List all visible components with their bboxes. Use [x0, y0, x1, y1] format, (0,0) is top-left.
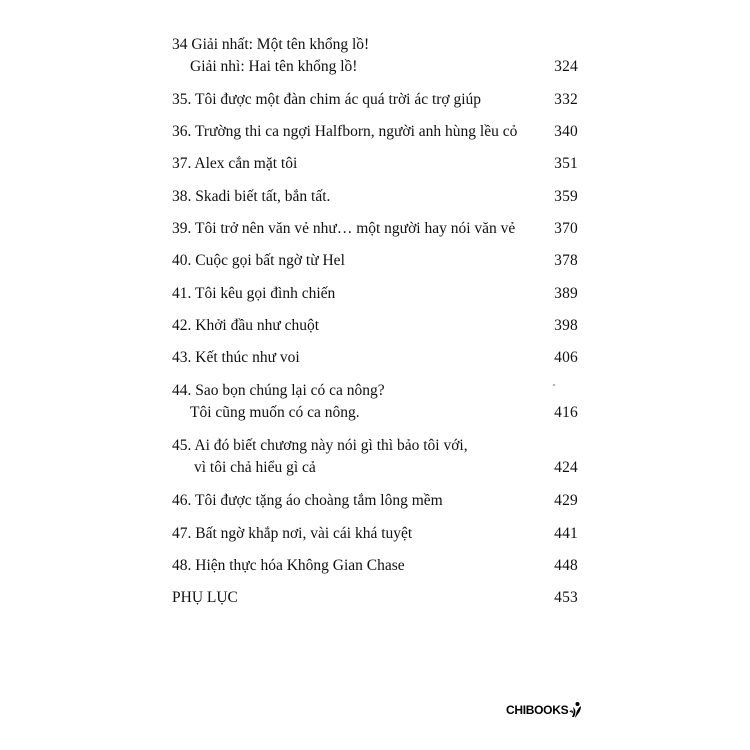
toc-entry-title: 40. Cuộc gọi bất ngờ từ Hel: [172, 252, 345, 269]
toc-entry-page: 453: [554, 589, 578, 606]
toc-entry-44: [172, 380, 578, 424]
toc-entry-page: 378: [554, 252, 578, 269]
toc-entry-48: [172, 555, 578, 577]
toc-entry-46: [172, 490, 578, 512]
toc-entry-title: 42. Khởi đầu như chuột: [172, 317, 320, 334]
toc-entry-34: [172, 34, 578, 78]
print-speck: [553, 384, 555, 386]
toc-entry-page: 441: [554, 525, 578, 542]
toc-entry-title: 34 Giải nhất: Một tên khổng lồ!: [172, 36, 370, 53]
toc-entry-title: 35. Tôi được một đàn chim ác quá trời ác trợ giúp: [172, 91, 482, 108]
toc-entry-45: [172, 435, 578, 479]
toc-entry-page: 416: [554, 404, 578, 421]
toc-entry-38: [172, 186, 578, 208]
toc-entry-page: 351: [554, 155, 578, 172]
publisher-logo-text: CHIBOOKS: [506, 703, 569, 717]
toc-entry-page: 424: [554, 459, 578, 476]
toc-entry-40: [172, 250, 578, 272]
toc-entry-title: 39. Tôi trở nên văn vẻ như… một người hay nói văn vẻ: [172, 220, 516, 237]
flower-sprout-icon: [569, 701, 583, 719]
toc-entry-title: 36. Trường thi ca ngợi Halfborn, người anh hùng lều cỏ: [172, 123, 518, 140]
toc-entry-43: [172, 347, 578, 369]
toc-entry-39: [172, 218, 578, 240]
toc-entry-title: 38. Skadi biết tất, bắn tất.: [172, 188, 331, 205]
toc-entry-page: 359: [554, 188, 578, 205]
toc-entry-page: 370: [554, 220, 578, 237]
toc-entry-appendix: [172, 587, 578, 609]
toc-entry-title: 47. Bất ngờ khắp nơi, vài cái khá tuyệt: [172, 525, 413, 542]
toc-entry-title: 46. Tôi được tặng áo choàng tắm lông mềm: [172, 492, 443, 509]
toc-entry-page: 389: [554, 285, 578, 302]
toc-entry-37: [172, 153, 578, 175]
toc-entry-title-continued: Tôi cũng muốn có ca nông.: [190, 404, 360, 421]
toc-entry-42: [172, 315, 578, 337]
toc-entry-35: [172, 89, 578, 111]
toc-entry-title: 37. Alex cắn mặt tôi: [172, 155, 298, 172]
publisher-logo: [506, 701, 583, 719]
toc-entry-title: 44. Sao bọn chúng lại có ca nông?: [172, 382, 385, 399]
toc-entry-page: 448: [554, 557, 578, 574]
toc-entry-title: PHỤ LỤC: [172, 589, 238, 606]
toc-entry-page: 324: [554, 58, 578, 75]
toc-entry-page: 332: [554, 91, 578, 108]
toc-entry-title-continued: Giải nhì: Hai tên khổng lồ!: [190, 58, 358, 75]
toc-entry-page: 406: [554, 349, 578, 366]
toc-entry-title-continued: vì tôi chả hiểu gì cả: [194, 459, 316, 476]
toc-entry-36: [172, 121, 578, 143]
toc-entry-41: [172, 283, 578, 305]
toc-entry-title: 43. Kết thúc như voi: [172, 349, 300, 366]
toc-entry-title: 45. Ai đó biết chương này nói gì thì bảo tôi với,: [172, 437, 468, 454]
toc-entry-page: 398: [554, 317, 578, 334]
toc-entry-title: 41. Tôi kêu gọi đình chiến: [172, 285, 336, 302]
toc-entry-page: 429: [554, 492, 578, 509]
toc-entry-47: [172, 523, 578, 545]
toc-entry-title: 48. Hiện thực hóa Không Gian Chase: [172, 557, 405, 574]
toc-entry-page: 340: [554, 123, 578, 140]
